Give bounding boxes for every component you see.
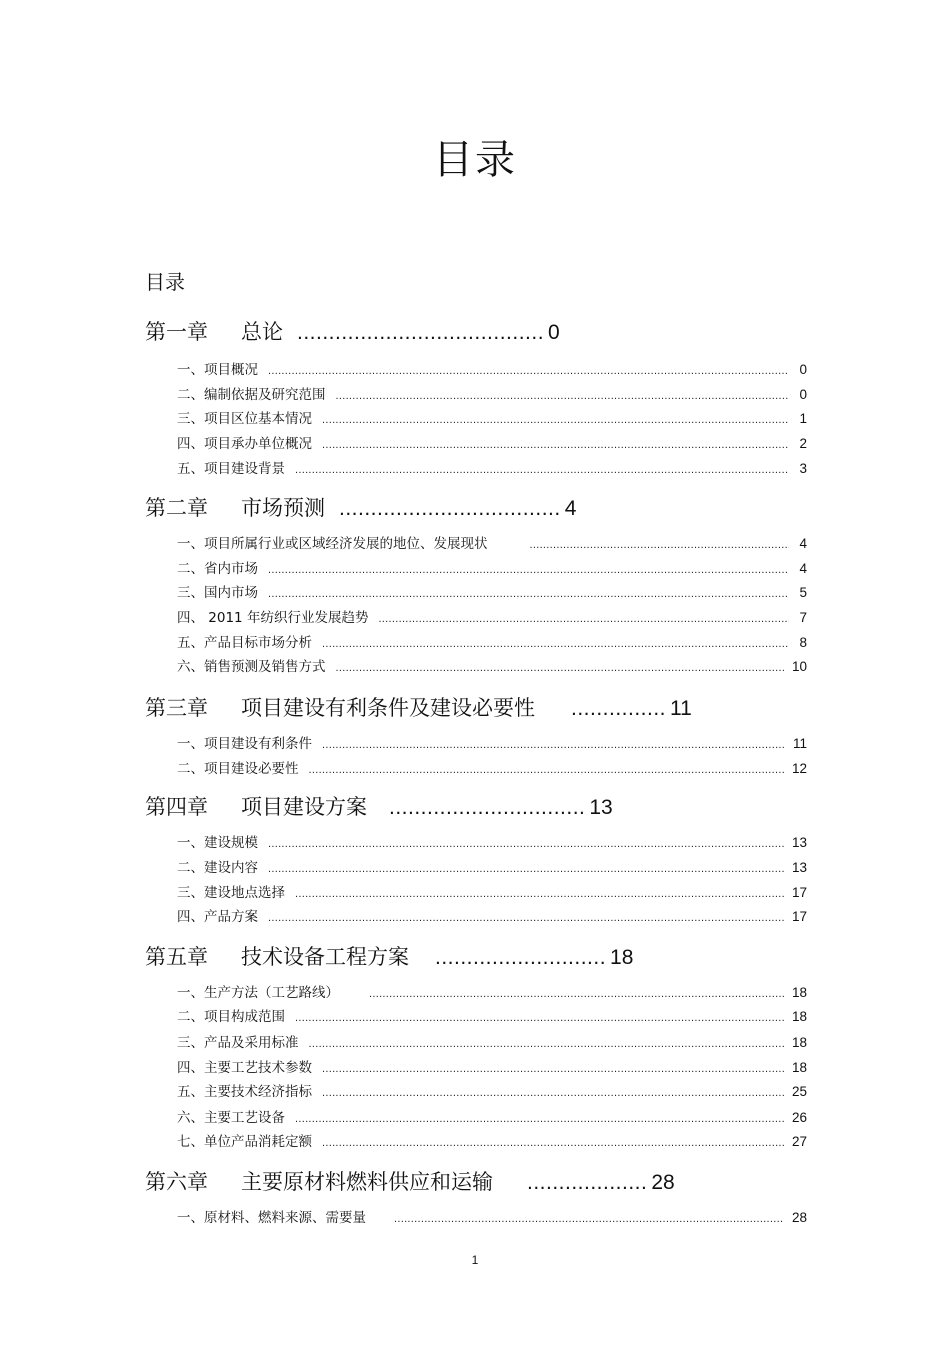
section-page: 18 [791, 1009, 807, 1024]
chapter-page: 13 [589, 796, 613, 819]
toc-chapter-3[interactable] [145, 692, 692, 722]
toc-section[interactable] [177, 655, 807, 675]
section-page: 1 [799, 411, 807, 426]
toc-section[interactable] [177, 358, 807, 378]
section-page: 0 [799, 387, 807, 402]
chapter-number: 第四章 [145, 795, 208, 819]
toc-chapter-2[interactable] [145, 492, 576, 522]
toc-section[interactable] [177, 831, 807, 851]
section-title: 五、产品目标市场分析 [177, 635, 312, 651]
section-title: 一、项目建设有利条件 [177, 736, 312, 752]
dot-leader [394, 1210, 784, 1225]
section-title: 二、编制依据及研究范围 [177, 387, 326, 403]
section-title: 六、主要工艺设备 [177, 1110, 285, 1126]
dot-leader [295, 1110, 784, 1125]
page-title: 目录 [433, 137, 517, 183]
toc-section[interactable] [177, 881, 807, 901]
section-title: 二、建设内容 [177, 860, 258, 876]
section-page: 28 [791, 1210, 807, 1225]
section-page: 27 [791, 1134, 807, 1149]
page-number: 1 [471, 1253, 479, 1267]
dot-leader: ................................... [339, 497, 561, 520]
section-page: 17 [791, 885, 807, 900]
chapter-number: 第六章 [145, 1170, 208, 1194]
chapter-page: 0 [548, 321, 560, 344]
section-title: 三、建设地点选择 [177, 885, 285, 901]
dot-leader [322, 1060, 784, 1075]
chapter-page: 18 [610, 946, 634, 969]
section-title: 三、项目区位基本情况 [177, 411, 312, 427]
toc-section[interactable] [177, 981, 807, 1001]
section-page: 25 [791, 1084, 807, 1099]
chapter-number: 第二章 [145, 496, 208, 520]
toc-section[interactable] [177, 432, 807, 452]
section-title: 七、单位产品消耗定额 [177, 1134, 312, 1150]
section-page: 3 [799, 461, 807, 476]
toc-chapter-5[interactable] [145, 941, 633, 971]
toc-section[interactable] [177, 457, 807, 477]
toc-section[interactable] [177, 557, 807, 577]
section-page: 26 [791, 1110, 807, 1125]
toc-section[interactable] [177, 1130, 807, 1150]
chapter-title: 总论 [241, 320, 283, 344]
toc-section[interactable] [177, 1106, 807, 1126]
chapter-title: 市场预测 [241, 496, 325, 520]
section-page: 5 [799, 585, 807, 600]
toc-section[interactable] [177, 1056, 807, 1076]
toc-chapter-1[interactable] [145, 316, 560, 346]
chapter-page: 28 [651, 1171, 675, 1194]
chapter-page: 4 [564, 497, 577, 520]
section-page: 13 [791, 835, 807, 850]
section-title: 一、建设规模 [177, 835, 258, 851]
section-title: 一、项目所属行业或区域经济发展的地位、发展现状 [177, 536, 488, 552]
chapter-number: 第三章 [145, 696, 208, 720]
section-page: 11 [792, 736, 807, 751]
section-page: 4 [799, 561, 807, 576]
toc-section[interactable] [177, 1206, 807, 1226]
section-title: 四、项目承办单位概况 [177, 436, 312, 452]
toc-section[interactable] [177, 631, 807, 651]
toc-section[interactable] [177, 581, 807, 601]
section-title: 二、项目构成范围 [177, 1009, 285, 1025]
toc-heading: 目录 [145, 270, 185, 294]
dot-leader [268, 860, 784, 875]
toc-section[interactable] [177, 407, 807, 427]
dot-leader [295, 461, 789, 476]
dot-leader [322, 1084, 784, 1099]
dot-leader: ............... [571, 697, 667, 720]
section-page: 8 [799, 635, 807, 650]
toc-section[interactable] [177, 905, 807, 925]
section-title: 四、主要工艺技术参数 [177, 1060, 312, 1076]
dot-leader [378, 610, 789, 625]
section-title: 六、销售预测及销售方式 [177, 659, 326, 675]
toc-section[interactable] [177, 1080, 807, 1100]
section-title: 四、产品方案 [177, 909, 258, 925]
section-title: 四、 2011 年纺织行业发展趋势 [177, 610, 369, 626]
section-title: 五、主要技术经济指标 [177, 1084, 312, 1100]
toc-section[interactable] [177, 532, 807, 552]
section-page: 7 [799, 610, 807, 625]
toc-section[interactable] [177, 757, 807, 777]
dot-leader: ........................... [435, 946, 607, 969]
section-page: 2 [799, 436, 807, 451]
section-page: 18 [791, 985, 807, 1000]
dot-leader [369, 985, 784, 1000]
section-page: 10 [791, 659, 807, 674]
dot-leader [268, 585, 789, 600]
chapter-number: 第一章 [145, 320, 208, 344]
dot-leader [309, 1035, 784, 1050]
dot-leader [268, 909, 784, 924]
dot-leader [322, 635, 789, 650]
section-page: 0 [799, 362, 807, 377]
section-page: 13 [791, 860, 807, 875]
dot-leader: ............................... [389, 796, 586, 819]
section-title: 一、生产方法（工艺路线） [177, 985, 339, 1001]
section-page: 18 [791, 1035, 807, 1050]
dot-leader: ....................................... [297, 321, 545, 344]
toc-chapter-6[interactable] [145, 1166, 675, 1196]
dot-leader [309, 761, 784, 776]
toc-section[interactable] [177, 1005, 807, 1025]
dot-leader [322, 411, 789, 426]
chapter-title: 主要原材料燃料供应和运输 [241, 1170, 493, 1194]
chapter-number: 第五章 [145, 945, 208, 969]
section-title: 三、产品及采用标准 [177, 1035, 299, 1051]
dot-leader [336, 387, 790, 402]
dot-leader [322, 736, 785, 751]
dot-leader [530, 536, 790, 551]
chapter-title: 项目建设方案 [241, 795, 367, 819]
dot-leader [295, 885, 784, 900]
dot-leader [268, 362, 789, 377]
section-title: 二、项目建设必要性 [177, 761, 299, 777]
toc-chapter-4[interactable] [145, 791, 613, 821]
toc-section[interactable] [177, 732, 807, 752]
toc-section[interactable] [177, 856, 807, 876]
chapter-title: 项目建设有利条件及建设必要性 [241, 696, 535, 720]
dot-leader [322, 436, 789, 451]
dot-leader [295, 1009, 784, 1024]
section-page: 17 [791, 909, 807, 924]
section-title: 五、项目建设背景 [177, 461, 285, 477]
chapter-page: 11 [670, 697, 692, 720]
dot-leader [336, 659, 784, 674]
section-page: 12 [791, 761, 807, 776]
toc-section[interactable] [177, 383, 807, 403]
chapter-title: 技术设备工程方案 [241, 945, 409, 969]
dot-leader [268, 835, 784, 850]
toc-section[interactable] [177, 606, 807, 626]
section-title: 一、原材料、燃料来源、需要量 [177, 1210, 366, 1226]
section-title: 一、项目概况 [177, 362, 258, 378]
dot-leader: ................... [527, 1171, 648, 1194]
section-title: 三、国内市场 [177, 585, 258, 601]
dot-leader [322, 1134, 784, 1149]
section-title: 二、省内市场 [177, 561, 258, 577]
dot-leader [268, 561, 789, 576]
toc-section[interactable] [177, 1031, 807, 1051]
section-page: 18 [791, 1060, 807, 1075]
section-page: 4 [799, 536, 807, 551]
